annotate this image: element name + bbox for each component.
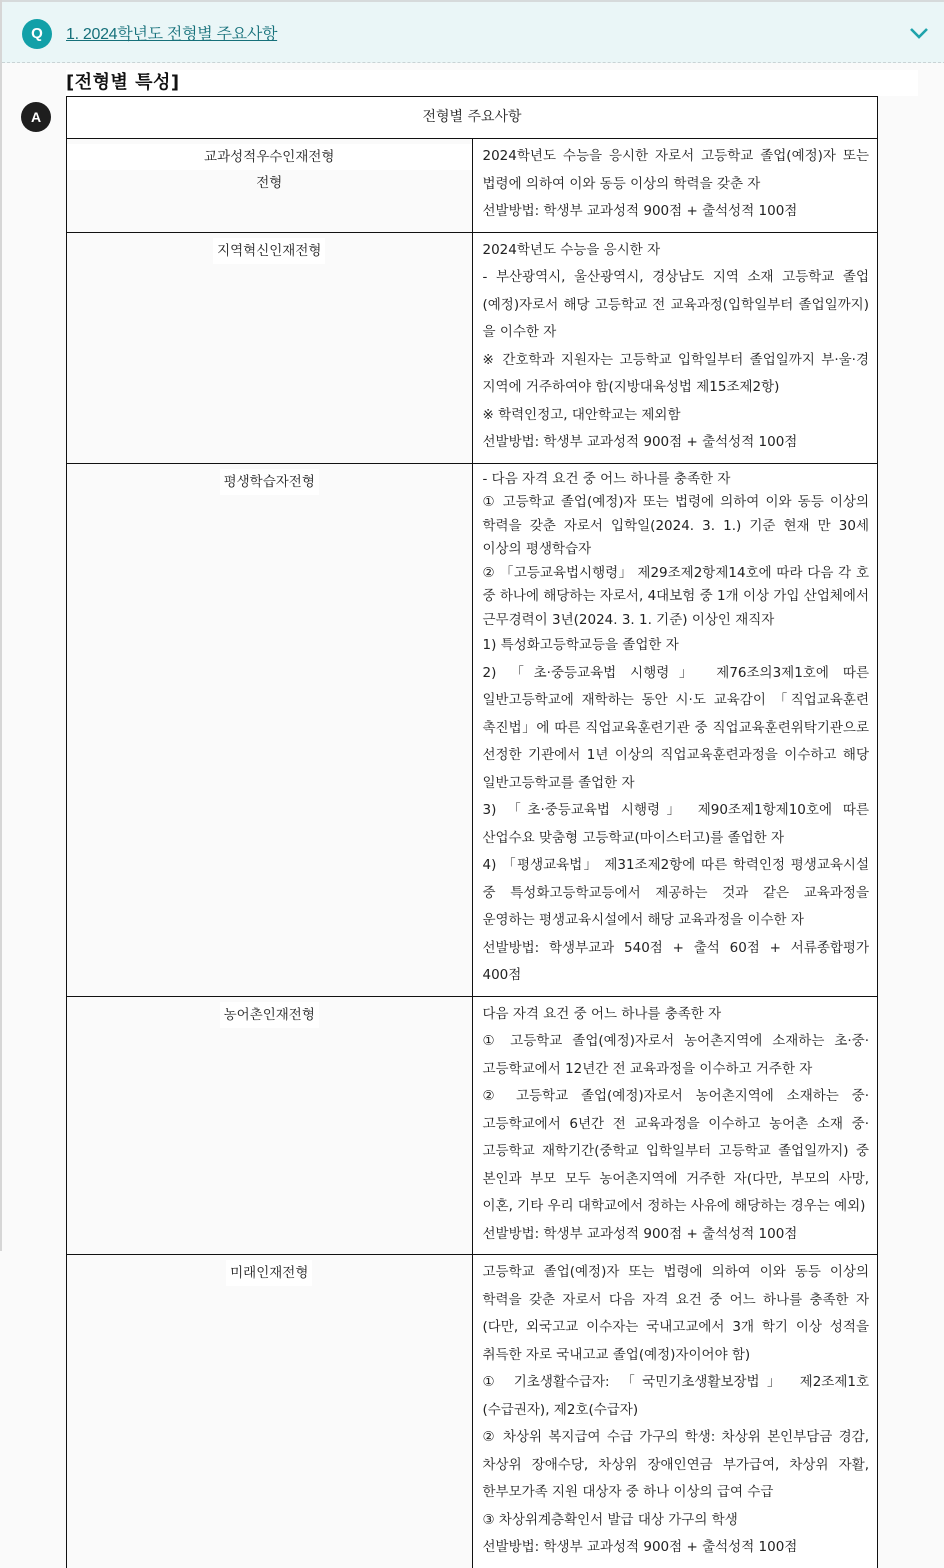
question-title-link[interactable]: 1. 2024학년도 전형별 주요사항 (66, 26, 278, 43)
admission-type-details: 2024학년도 수능을 응시한 자로서 고등학교 졸업(예정)자 또는 법령에 의하여 이와 동등 이상의 학력을 갖춘 자 선발방법: 학생부 교과성적 900점 + 출석성적 100점 (472, 139, 878, 233)
admission-type-label: 교과성적우수인재전형 전형 (67, 139, 473, 233)
table-row (67, 1255, 878, 1568)
table-row (67, 463, 878, 996)
admission-type-details: 고등학교 졸업(예정)자 또는 법령에 의하여 이와 동등 이상의 학력을 갖춘 자로서 다음 자격 요건 중 어느 하나를 충족한 자(다만, 외국고교 이수자는 국내고교에서 3개 학기 이상 성적을 취득한 자로 국내고교 졸업(예정)자이어야 함) ① 기초생활수급자: 「국민기초생활보장법」 제2조제1호(수급권자), 제2호(수급자) ② 차상위 복지급여 수급 가구의 학생: 차상위 본인부담금 경감, 차상위 장애수당, 차상위 장애인연금 부가급여, 차상위 자활, 한부모가족 지원 대상자 중 하나 이상의 급여 수급 ③ 차상위계층확인서 발급 대상 가구의 학생 선발방법: 학생부 교과성적 900점 + 출석성적 100점 (472, 1255, 878, 1568)
admission-type-details: 2024학년도 수능을 응시한 자 - 부산광역시, 울산광역시, 경상남도 지역 소재 고등학교 졸업(예정)자로서 해당 고등학교 전 교육과정(입학일부터 졸업일까지)을 이수한 자 ※ 간호학과 지원자는 고등학교 입학일부터 졸업일까지 부·울·경 지역에 거주하여야 함(지방대육성법 제15조제2항) ※ 학력인정고, 대안학교는 제외함 선발방법: 학생부 교과성적 900점 + 출석성적 100점 (472, 232, 878, 463)
admission-type-label: 지역혁신인재전형 (67, 232, 473, 463)
answer-badge: A (21, 102, 51, 132)
table-row (67, 996, 878, 1255)
admission-type-label: 농어촌인재전형 (67, 996, 473, 1255)
admission-type-label: 평생학습자전형 (67, 463, 473, 996)
table-row (67, 139, 878, 233)
section-title: [전형별 특성] (66, 70, 918, 96)
table-header: 전형별 주요사항 (67, 97, 878, 139)
question-badge: Q (22, 19, 52, 49)
admission-types-table (66, 96, 878, 1568)
table-row (67, 232, 878, 463)
admission-type-details: 다음 자격 요건 중 어느 하나를 충족한 자 ① 고등학교 졸업(예정)자로서 농어촌지역에 소재하는 초·중·고등학교에서 12년간 전 교육과정을 이수하고 거주한 자 ② 고등학교 졸업(예정)자로서 농어촌지역에 소재하는 중·고등학교에서 6년간 전 교육과정을 이수하고 농어촌 소재 중·고등학교 재학기간(중학교 입학일부터 고등학교 졸업일까지) 중 본인과 부모 모두 농어촌지역에 거주한 자(다만, 부모의 사망, 이혼, 기타 우리 대학교에서 정하는 사유에 해당하는 경우는 예외) 선발방법: 학생부 교과성적 900점 + 출석성적 100점 (472, 996, 878, 1255)
chevron-down-icon[interactable] (908, 22, 930, 44)
table-header-row (67, 97, 878, 139)
admission-type-label: 미래인재전형 (67, 1255, 473, 1568)
admission-type-details: - 다음 자격 요건 중 어느 하나를 충족한 자 ① 고등학교 졸업(예정)자 또는 법령에 의하여 이와 동등 이상의 학력을 갖춘 자로서 입학일(2024. 3. 1.) 기준 현재 만 30세 이상의 평생학습자 ② 「고등교육법시행령」 제29조제2항제14호에 따라 다음 각 호 중 하나에 해당하는 자로서, 4대보험 중 1개 이상 가입 산업체에서 근무경력이 3년(2024. 3. 1. 기준) 이상인 재직자 1) 특성화고등학교등을 졸업한 자 2) 「초·중등교육법 시행령」 제76조의3제1호에 따른 일반고등학교에 재학하는 동안 시·도 교육감이 「직업교육훈련 촉진법」에 따른 직업교육훈련기관 중 직업교육훈련위탁기관으로 선정한 기관에서 1년 이상의 직업교육훈련과정을 이수하고 해당 일반고등학교를 졸업한 자 3) 「초·중등교육법 시행령」 제90조제1항제10호에 따른 산업수요 맞춤형 고등학교(마이스터고)를 졸업한 자 4) 「평생교육법」 제31조제2항에 따른 학력인정 평생교육시설 중 특성화고등학교등에서 제공하는 것과 같은 교육과정을 운영하는 평생교육시설에서 해당 교육과정을 이수한 자 선발방법: 학생부교과 540점 + 출석 60점 + 서류종합평가 400점 (472, 463, 878, 996)
faq-question-header[interactable] (2, 0, 944, 63)
